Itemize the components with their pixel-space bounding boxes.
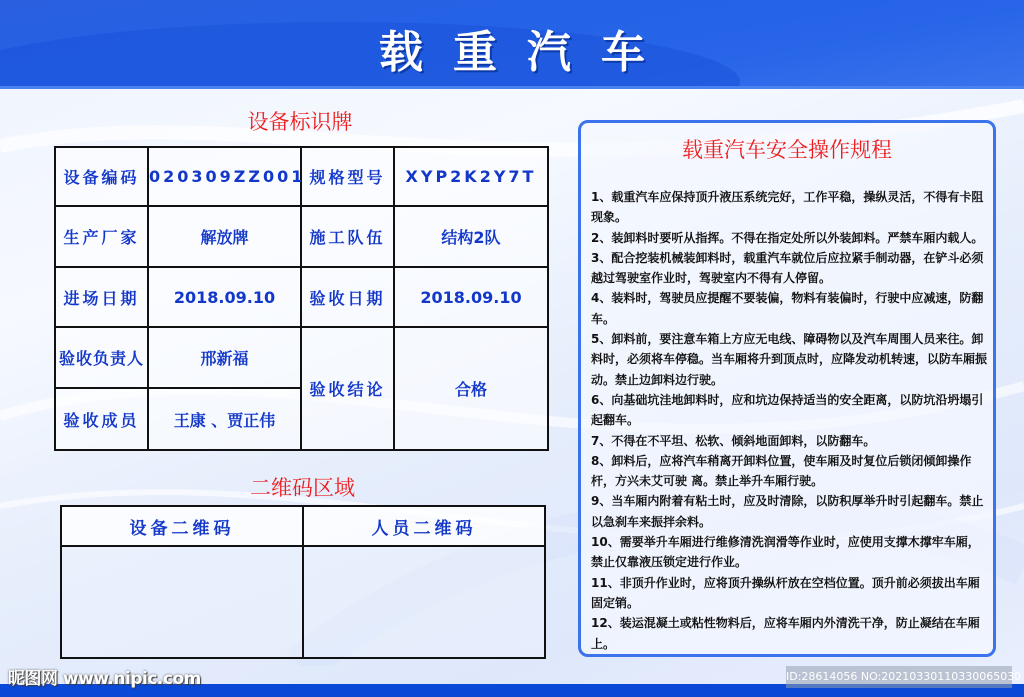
value-equipment-code: 020309ZZ001: [148, 147, 301, 206]
safety-rules-panel: [578, 120, 996, 657]
label-acceptance-members: 验收成员: [55, 388, 148, 450]
value-acceptance-lead: 邢新福: [148, 327, 301, 388]
table-row: [61, 506, 545, 546]
label-acceptance-date: 验收日期: [301, 267, 394, 327]
label-acceptance-conclusion: 验收结论: [301, 327, 394, 450]
watermark-id: ID:28614056 NO:20210330110330065030: [786, 666, 1012, 688]
rule-item: 6、向基础坑洼地卸料时，应和坑边保持适当的安全距离，以防坑沿坍塌引起翻车。: [591, 392, 984, 428]
personnel-qr-header: 人员二维码: [303, 506, 545, 546]
label-model-spec: 规格型号: [301, 147, 394, 206]
qr-code-table: [60, 505, 546, 659]
header-divider: [0, 86, 1024, 89]
rule-item: 10、需要举升车厢进行维修清洗润滑等作业时，应使用支撑木撑牢车厢，禁止仅靠液压锁定进行作业。: [591, 535, 980, 570]
personnel-qr-slot: [303, 546, 545, 658]
label-acceptance-lead: 验收负责人: [55, 327, 148, 388]
label-construction-team: 施工队伍: [301, 206, 394, 267]
rule-item: 7、不得在不平坦、松软、倾斜地面卸料，以防翻车。: [591, 433, 876, 448]
equipment-qr-header: 设备二维码: [61, 506, 303, 546]
equipment-plate-title: 设备标识牌: [247, 110, 353, 134]
equipment-plate-table: [54, 146, 549, 451]
value-construction-team: 结构2队: [394, 206, 548, 267]
rule-item: 12、装运混凝土或粘性物料后，应将车厢内外清洗干净，防止凝结在车厢上。: [591, 616, 980, 651]
rule-item: 1、载重汽车应保持顶升液压系统完好，工作平稳，操纵灵活，不得有卡阻现象。: [591, 190, 984, 225]
equipment-qr-slot: [61, 546, 303, 658]
table-row: [55, 147, 548, 206]
rule-item: 2、装卸料时要听从指挥。不得在指定处所以外装卸料。严禁车厢内载人。: [591, 230, 984, 245]
rule-item: 4、装料时，驾驶员应提醒不要装偏，物料有装偏时，行驶中应减速，防翻车。: [591, 291, 984, 326]
value-entry-date: 2018.09.10: [148, 267, 301, 327]
watermark-site: 昵图网 www.nipic.com: [8, 669, 201, 689]
rule-item: 8、卸料后，应将汽车稍离开卸料位置，使车厢及时复位后锁闭倾卸操作杆，方兴未艾可驶 离。禁止举升车厢行驶。: [591, 453, 972, 489]
label-entry-date: 进场日期: [55, 267, 148, 327]
page-title: 载重汽车: [379, 27, 675, 78]
qr-area-title: 二维码区域: [250, 476, 355, 500]
table-row: [61, 546, 545, 658]
table-row: [55, 206, 548, 267]
value-acceptance-conclusion: 合格: [394, 327, 548, 450]
safety-rules-title: 载重汽车安全操作规程: [682, 138, 892, 162]
label-equipment-code: 设备编码: [55, 147, 148, 206]
label-manufacturer: 生产厂家: [55, 206, 148, 267]
value-model-spec: XYP2K2Y7T: [394, 147, 548, 206]
rule-item: 11、非顶升作业时，应将顶升操纵杆放在空档位置。顶升前必须拔出车厢固定销。: [591, 575, 980, 610]
rule-item: 5、卸料前，要注意车箱上方应无电线、障碍物以及汽车周围人员来往。卸料时，必须将车停稳。当车厢将升到顶点时，应降发动机转速，以防车厢振动。禁止边卸料边行驶。: [591, 332, 988, 387]
rule-item: 9、当车厢内附着有粘土时，应及时清除，以防积厚举升时引起翻车。禁止以急刹车来振拌余料。: [591, 494, 984, 529]
table-row: [55, 267, 548, 327]
rule-item: 3、配合挖装机械装卸料时，载重汽车就位后应拉紧手制动器，在铲斗必须越过驾驶室作业时，驾驶室内不得有人停留。: [591, 250, 984, 286]
value-manufacturer: 解放牌: [148, 206, 301, 267]
header-banner: [0, 0, 1024, 88]
value-acceptance-members: 王康 、贾正伟: [148, 388, 301, 450]
value-acceptance-date: 2018.09.10: [394, 267, 548, 327]
table-row: [55, 327, 548, 388]
safety-rules-list: [591, 187, 987, 654]
